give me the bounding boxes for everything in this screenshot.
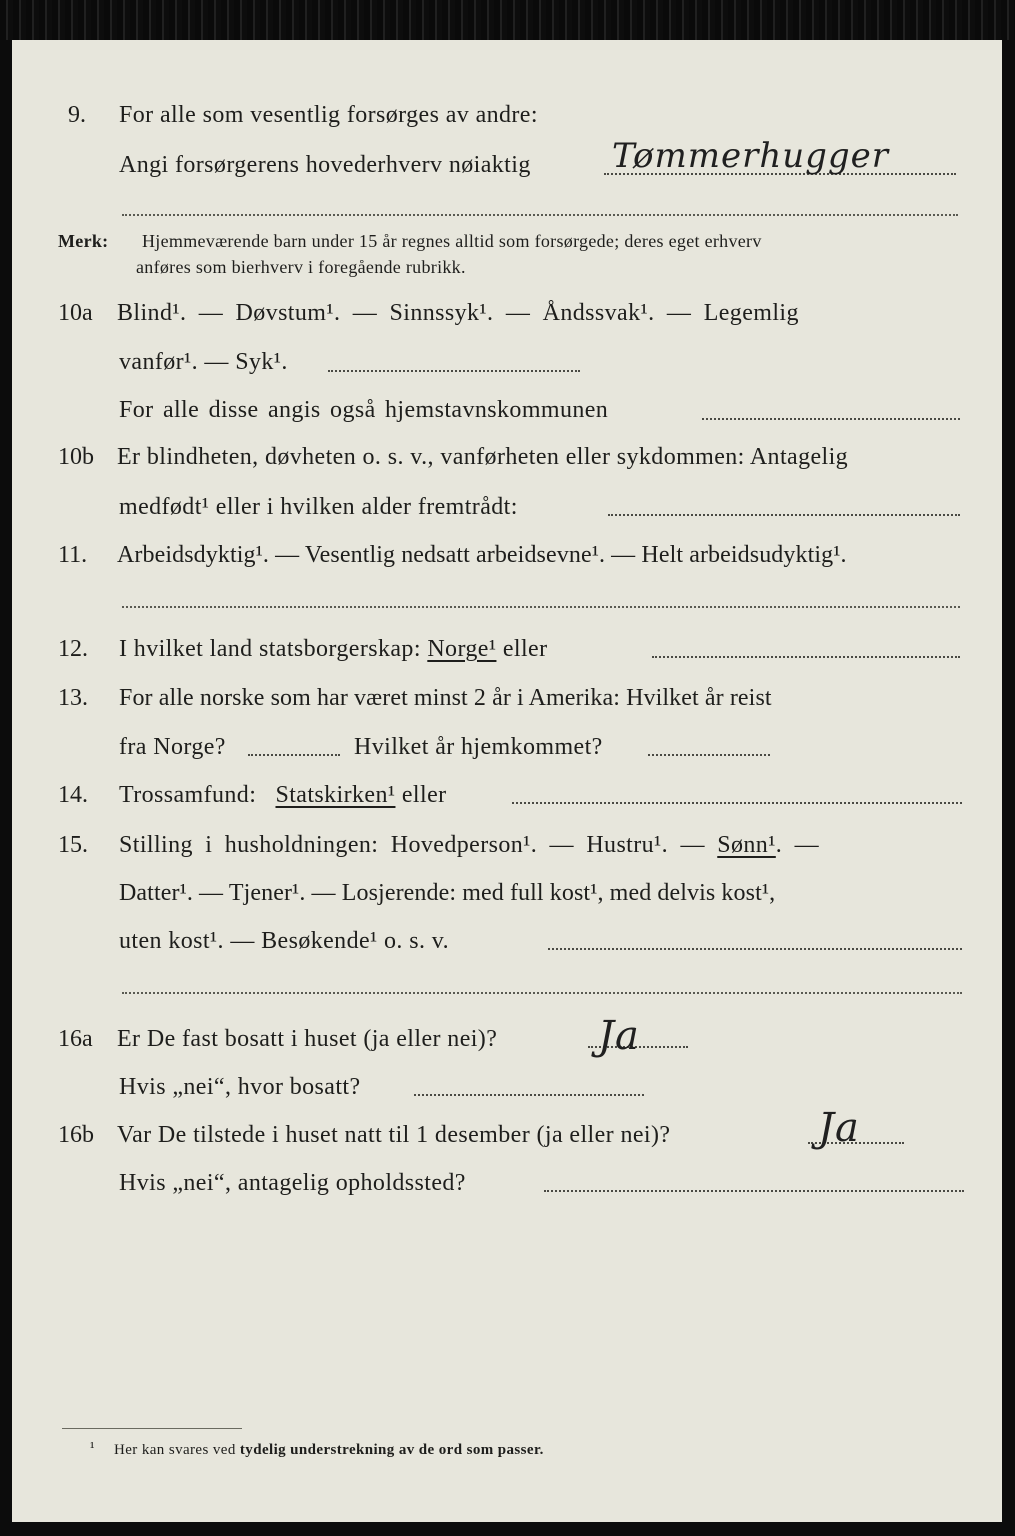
scan-border-top <box>0 0 1015 40</box>
q9-number: 9. <box>68 102 86 128</box>
q15-extra-line <box>122 992 962 994</box>
q12-norge-underlined: Norge¹ <box>427 636 497 662</box>
q12-answer-line <box>652 656 960 658</box>
q10a-syk-line <box>328 370 580 372</box>
q15-line1-end: . — <box>775 832 819 858</box>
q14-statskirken-underlined: Statskirken¹ <box>275 782 396 808</box>
footnote-marker: ¹ <box>90 1440 95 1456</box>
form-page <box>12 40 1002 1522</box>
q10b-number: 10b <box>58 444 94 470</box>
merk-line2: anføres som bierhverv i foregående rubrikk. <box>136 257 466 277</box>
q13-reist-line <box>248 754 340 756</box>
merk-label: Merk: <box>58 231 109 251</box>
q15-line2: Datter¹. — Tjener¹. — Losjerende: med full kost¹, med delvis kost¹, <box>119 880 776 906</box>
q9-extra-line <box>122 214 958 216</box>
footnote-text <box>114 1440 544 1460</box>
q9-line2: Angi forsørgerens hovederhverv nøiaktig <box>119 152 531 178</box>
q10a-line2: vanfør¹. — Syk¹. <box>119 349 288 375</box>
q14-answer-line <box>512 802 962 804</box>
q15-answer-line <box>548 948 962 950</box>
q11-extra-line <box>122 606 960 608</box>
q14-eller: eller <box>401 782 447 808</box>
q13-line2a: fra Norge? <box>119 734 226 760</box>
q14-number: 14. <box>58 782 88 808</box>
q12-eller: eller <box>502 636 548 662</box>
q16b-line1: Var De tilstede i huset natt til 1 desember (ja eller nei)? <box>117 1122 671 1148</box>
q10a-line1: Blind¹. — Døvstum¹. — Sinnssyk¹. — Åndssvak¹. — Legemlig <box>117 300 799 326</box>
q13-line1: For alle norske som har været minst 2 år i Amerika: Hvilket år reist <box>119 685 772 711</box>
q16b-handwritten-answer: Ja <box>818 1105 860 1151</box>
q10a-number: 10a <box>58 300 93 326</box>
q12-line <box>119 634 548 664</box>
q11-number: 11. <box>58 542 88 568</box>
q15-line1-text: Stilling i husholdningen: Hovedperson¹. — Hustru¹. — <box>119 832 705 858</box>
q16a-number: 16a <box>58 1026 93 1052</box>
q9-handwritten-answer: Tømmerhugger <box>612 136 890 176</box>
q16a-line2: Hvis „nei“, hvor bosatt? <box>119 1074 361 1100</box>
q16a-line1: Er De fast bosatt i huset (ja eller nei)? <box>117 1026 498 1052</box>
q16a-handwritten-answer: Ja <box>598 1013 640 1059</box>
q11-line1: Arbeidsdyktig¹. — Vesentlig nedsatt arbeidsevne¹. — Helt arbeidsudyktig¹. <box>117 542 847 568</box>
q12-text: I hvilket land statsborgerskap: <box>119 636 421 662</box>
footnote-rule <box>62 1428 242 1429</box>
q9-line1: For alle som vesentlig forsørges av andre: <box>119 102 538 128</box>
footnote-plain: Her kan svares ved <box>114 1442 236 1458</box>
q10b-answer-line <box>608 514 960 516</box>
merk-line1: Hjemmeværende barn under 15 år regnes alltid som forsørgede; deres eget erhverv <box>142 231 762 251</box>
q15-number: 15. <box>58 832 88 858</box>
q12-number: 12. <box>58 636 88 662</box>
q10b-line2: medfødt¹ eller i hvilken alder fremtrådt: <box>119 494 518 520</box>
q10a-line3: For alle disse angis også hjemstavnskommunen <box>119 397 609 423</box>
q13-number: 13. <box>58 685 88 711</box>
q16a-bosatt-line <box>414 1094 644 1096</box>
q10a-hjemstavn-line <box>702 418 960 420</box>
q16b-line2: Hvis „nei“, antagelig opholdssted? <box>119 1170 466 1196</box>
q13-line2b: Hvilket år hjemkommet? <box>354 734 603 760</box>
q14-line <box>119 780 447 810</box>
q13-hjemkommet-line <box>648 754 770 756</box>
footnote-bold: tydelig understrekning av de ord som passer. <box>239 1442 544 1458</box>
q10b-line1: Er blindheten, døvheten o. s. v., vanførheten eller sykdommen: Antagelig <box>117 444 849 470</box>
q15-line3: uten kost¹. — Besøkende¹ o. s. v. <box>119 928 450 954</box>
q15-line1 <box>119 830 819 860</box>
q15-sonn-underlined: Sønn¹ <box>717 832 776 858</box>
q16b-opholdssted-line <box>544 1190 964 1192</box>
q14-text: Trossamfund: <box>119 782 257 808</box>
q16b-number: 16b <box>58 1122 94 1148</box>
